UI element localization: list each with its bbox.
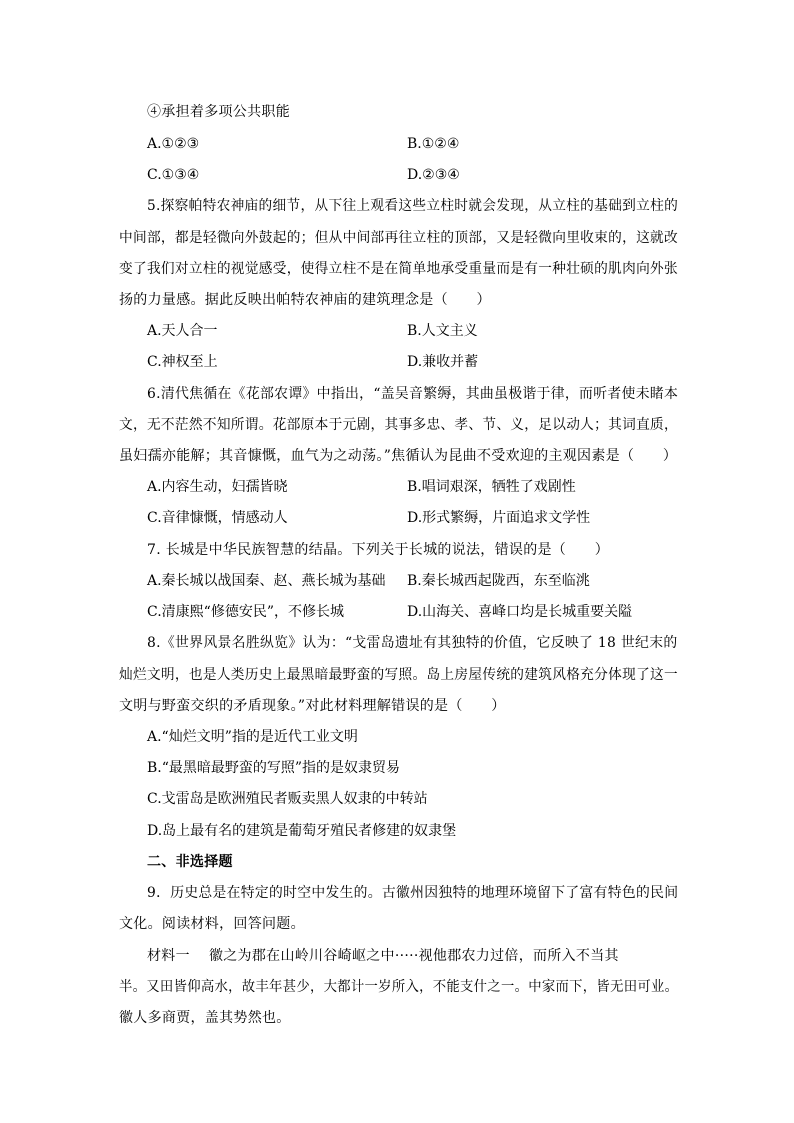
q4-item4: ④承担着多项公共职能: [147, 104, 290, 120]
q7-line-1: 7. 长城是中华民族智慧的结晶。下列关于长城的说法，错误的是（ ）: [147, 542, 610, 558]
q4-option-b: B.①②④: [407, 136, 460, 152]
q5-line-1: 5.探察帕特农神庙的细节，从下往上观看这些立柱时就会发现，从立柱的基础到立柱的: [147, 198, 679, 214]
q8-line-3: 文明与野蛮交织的矛盾现象。”对此材料理解错误的是（ ）: [119, 698, 506, 714]
q8-option-a: A.“灿烂文明”指的是近代工业文明: [147, 729, 358, 745]
q4-option-d: D.②③④: [407, 167, 460, 183]
q4-option-a: A.①②③: [147, 136, 200, 152]
q5-line-2: 中间部，都是轻微向外鼓起的；但从中间部再往立柱的顶部，又是轻微向里收束的，这就改: [119, 230, 679, 246]
q7-option-d: D.山海关、喜峰口均是长城重要关隘: [407, 604, 633, 620]
q6-option-d: D.形式繁缛，片面追求文学性: [407, 510, 591, 526]
q6-line-3: 虽妇孺亦能解；其音慷慨，血气为之动荡。”焦循认为昆曲不受欢迎的主观因素是（ ）: [119, 448, 678, 464]
q7-option-c: C.清康熙“修德安民”，不修长城: [147, 604, 344, 620]
q8-line-2: 灿烂文明，也是人类历史上最黑暗最野蛮的写照。岛上房屋传统的建筑风格充分体现了这一: [119, 667, 679, 683]
q7-option-a: A.秦长城以战国秦、赵、燕长城为基础: [147, 573, 386, 589]
q5-line-3: 变了我们对立柱的视觉感受，使得立柱不是在简单地承受重量而是有一种壮硕的肌肉向外张: [119, 261, 679, 277]
q6-option-c: C.音律慷慨，情感动人: [147, 510, 288, 526]
q7-option-b: B.秦长城西起陇西，东至临洮: [407, 573, 590, 589]
q5-option-b: B.人文主义: [407, 323, 478, 339]
q4-option-c: C.①③④: [147, 167, 200, 183]
q6-option-b: B.唱词艰深，牺牲了戏剧性: [407, 479, 576, 495]
q5-option-c: C.神权至上: [147, 354, 218, 370]
q9-line-2: 文化。阅读材料，回答问题。: [119, 916, 305, 932]
q9-material1-line-2: 半。又田皆仰高水，故丰年甚少，大都计一岁所入，不能支什之一。中家而下，皆无田可业。: [119, 979, 679, 995]
q8-line-1: 8.《世界风景名胜纵览》认为：“戈雷岛遗址有其独特的价值，它反映了 18 世纪末的: [147, 635, 678, 651]
q6-option-a: A.内容生动，妇孺皆晓: [147, 479, 288, 495]
q8-option-b: B.“最黑暗最野蛮的写照”指的是奴隶贸易: [147, 760, 401, 776]
q5-option-a: A.天人合一: [147, 323, 218, 339]
q5-line-4: 扬的力量感。据此反映出帕特农神庙的建筑理念是（ ）: [119, 292, 491, 308]
q8-option-c: C.戈雷岛是欧洲殖民者贩卖黑人奴隶的中转站: [147, 791, 428, 807]
q5-option-d: D.兼收并蓄: [407, 354, 479, 370]
q9-material1-line-1: 材料一 徽之为郡在山岭川谷崎岖之中·····视他郡农力过倍，而所入不当其: [147, 948, 619, 964]
q8-option-d: D.岛上最有名的建筑是葡萄牙殖民者修建的奴隶堡: [147, 823, 457, 839]
q9-line-1: 9．历史总是在特定的时空中发生的。古徽州因独特的地理环境留下了富有特色的民间: [147, 885, 679, 901]
q6-line-2: 文，无不茫然不知所谓。花部原本于元剧，其事多忠、孝、节、义，足以动人；其词直质，: [119, 417, 679, 433]
q6-line-1: 6.清代焦循在《花部农谭》中指出，“盖吴音繁缛，其曲虽极谐于律，而听者使未睹本: [147, 386, 679, 402]
section-heading-non-choice: 二、非选择题: [147, 854, 233, 870]
q9-material1-line-3: 徽人多商贾，盖其势然也。: [119, 1010, 291, 1026]
